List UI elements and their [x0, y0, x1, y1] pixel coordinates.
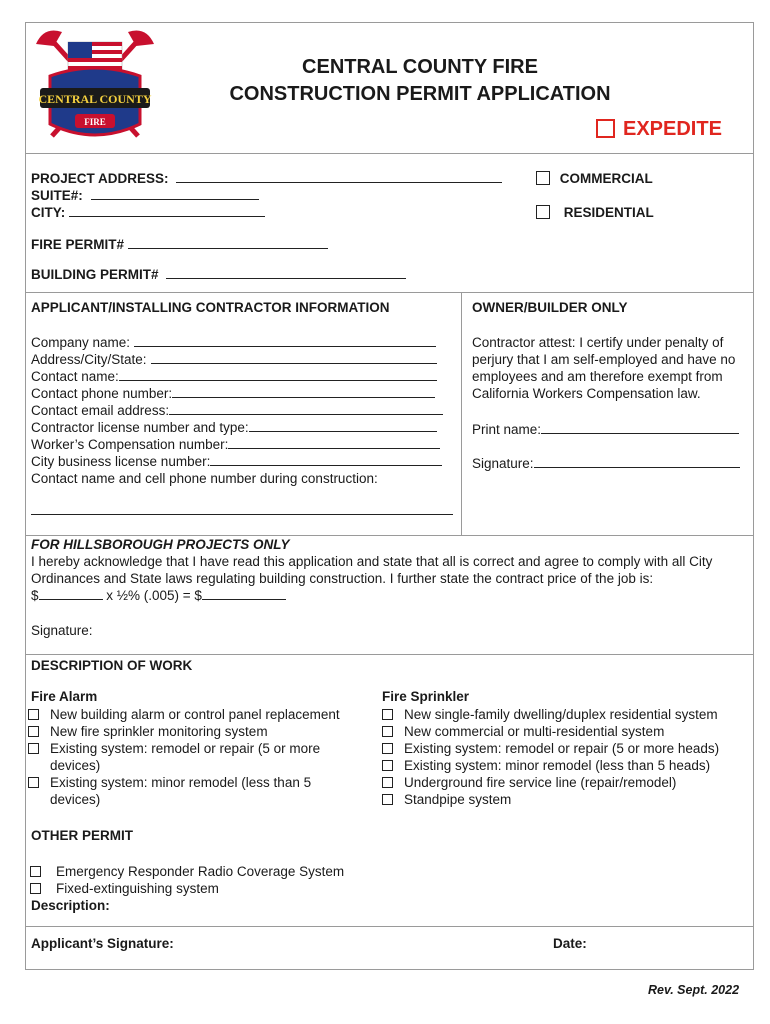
checkbox[interactable]: [28, 726, 39, 737]
construction-contact-label: Contact name and cell phone number during construction:: [31, 471, 378, 486]
fire-sprinkler-items: [382, 706, 747, 808]
hillsborough-line-1: I hereby acknowledge that I have read this application and state that all is correct and agree to comply with all City: [31, 554, 713, 569]
owner-signature-field[interactable]: Signature:: [472, 455, 740, 472]
workers-comp-field[interactable]: Worker’s Compensation number:: [31, 436, 443, 453]
fee-input[interactable]: [202, 588, 286, 600]
commercial-box[interactable]: [536, 171, 550, 185]
checkbox[interactable]: [382, 726, 393, 737]
checkbox[interactable]: [28, 743, 39, 754]
fire-sprinkler-item[interactable]: Existing system: remodel or repair (5 or more heads): [382, 740, 747, 757]
residential-box[interactable]: [536, 205, 550, 219]
building-permit-field[interactable]: [31, 266, 406, 283]
business-license-field[interactable]: City business license number:: [31, 453, 443, 470]
fire-alarm-item[interactable]: New fire sprinkler monitoring system: [28, 723, 368, 740]
title-line-2: CONSTRUCTION PERMIT APPLICATION: [229, 83, 611, 105]
checkbox[interactable]: [382, 777, 393, 788]
contact-phone-field[interactable]: Contact phone number:: [31, 385, 443, 402]
checkbox[interactable]: [28, 777, 39, 788]
applicant-fields: [31, 334, 443, 487]
fire-alarm-section: [31, 688, 371, 705]
contract-price-input[interactable]: [39, 588, 103, 600]
checkbox[interactable]: [382, 760, 393, 771]
project-address-field[interactable]: [31, 170, 502, 187]
fire-permit-field[interactable]: [31, 236, 328, 253]
description-of-work-heading: DESCRIPTION OF WORK: [31, 658, 193, 673]
commercial-checkbox[interactable]: [536, 170, 653, 187]
contact-name-field[interactable]: Contact name:: [31, 368, 443, 385]
city-label: CITY:: [31, 205, 66, 220]
city-field[interactable]: [31, 204, 265, 221]
suite-field[interactable]: [31, 187, 259, 204]
fire-permit-label: FIRE PERMIT#: [31, 237, 125, 252]
divider: [25, 153, 754, 154]
expedite-checkbox[interactable]: [596, 118, 722, 141]
hillsborough-signature-label: Signature:: [31, 623, 93, 638]
checkbox[interactable]: [382, 794, 393, 805]
company-name-field[interactable]: Company name:: [31, 334, 443, 351]
fire-department-badge-icon: [30, 24, 160, 144]
contact-email-field[interactable]: Contact email address:: [31, 402, 443, 419]
hillsborough-line-2: Ordinances and State laws regulating building construction. I further state the contract price of the job is:: [31, 571, 654, 586]
fire-alarm-items: [28, 706, 368, 808]
fire-sprinkler-item[interactable]: Existing system: minor remodel (less than 5 heads): [382, 757, 747, 774]
checkbox[interactable]: [30, 866, 41, 877]
checkbox[interactable]: [382, 709, 393, 720]
checkbox[interactable]: [28, 709, 39, 720]
fire-alarm-item[interactable]: Existing system: minor remodel (less than 5 devices): [28, 774, 368, 808]
project-address-label: PROJECT ADDRESS:: [31, 171, 169, 186]
divider: [25, 654, 754, 655]
other-permit-item[interactable]: Emergency Responder Radio Coverage System: [30, 863, 430, 880]
commercial-label: COMMERCIAL: [559, 171, 653, 186]
fire-alarm-item[interactable]: New building alarm or control panel replacement: [28, 706, 368, 723]
suite-label: SUITE#:: [31, 188, 83, 203]
building-permit-label: BUILDING PERMIT#: [31, 267, 159, 282]
fire-sprinkler-heading: Fire Sprinkler: [382, 689, 470, 704]
applicant-heading: APPLICANT/INSTALLING CONTRACTOR INFORMATION: [31, 300, 390, 315]
fire-sprinkler-item[interactable]: Underground fire service line (repair/remodel): [382, 774, 747, 791]
logo-top-text: CENTRAL COUNTY: [38, 92, 152, 106]
contractor-license-field[interactable]: Contractor license number and type:: [31, 419, 443, 436]
other-permit-heading: OTHER PERMIT: [31, 828, 134, 843]
logo-bottom-text: FIRE: [84, 117, 106, 127]
owner-attest: Contractor attest: I certify under penalty of perjury that I am self-employed and have no employees and am therefore exempt from California Workers Compensation law.: [472, 335, 736, 401]
checkbox[interactable]: [30, 883, 41, 894]
owner-heading: OWNER/BUILDER ONLY: [472, 300, 628, 315]
form-frame: [25, 22, 754, 970]
fire-sprinkler-item[interactable]: New commercial or multi-residential system: [382, 723, 747, 740]
description-label: Description:: [31, 898, 110, 913]
fire-sprinkler-item[interactable]: Standpipe system: [382, 791, 747, 808]
address-city-state-field[interactable]: Address/City/State:: [31, 351, 443, 368]
print-name-field[interactable]: Print name:: [472, 421, 739, 438]
divider: [25, 292, 754, 293]
fire-sprinkler-item[interactable]: New single-family dwelling/duplex residential system: [382, 706, 747, 723]
construction-contact-input[interactable]: [31, 503, 453, 515]
revision-label: Rev. Sept. 2022: [648, 983, 740, 997]
fire-alarm-heading: Fire Alarm: [31, 689, 98, 704]
date-label: Date:: [553, 936, 587, 951]
expedite-box[interactable]: [596, 119, 615, 138]
form-title: [190, 54, 650, 108]
contract-price-formula[interactable]: $ x ½% (.005) = $: [31, 587, 286, 604]
other-permit-item[interactable]: Fixed-extinguishing system: [30, 880, 430, 897]
residential-checkbox[interactable]: [536, 204, 654, 221]
divider: [25, 926, 754, 927]
fire-alarm-item[interactable]: Existing system: remodel or repair (5 or more devices): [28, 740, 368, 774]
residential-label: RESIDENTIAL: [563, 205, 654, 220]
hillsborough-heading: FOR HILLSBOROUGH PROJECTS ONLY: [31, 537, 290, 552]
checkbox[interactable]: [382, 743, 393, 754]
column-divider: [461, 292, 462, 535]
title-line-1: CENTRAL COUNTY FIRE: [302, 56, 538, 78]
applicant-signature-label: Applicant’s Signature:: [31, 936, 174, 951]
expedite-label: EXPEDITE: [623, 118, 722, 140]
other-permit-items: [30, 863, 430, 897]
